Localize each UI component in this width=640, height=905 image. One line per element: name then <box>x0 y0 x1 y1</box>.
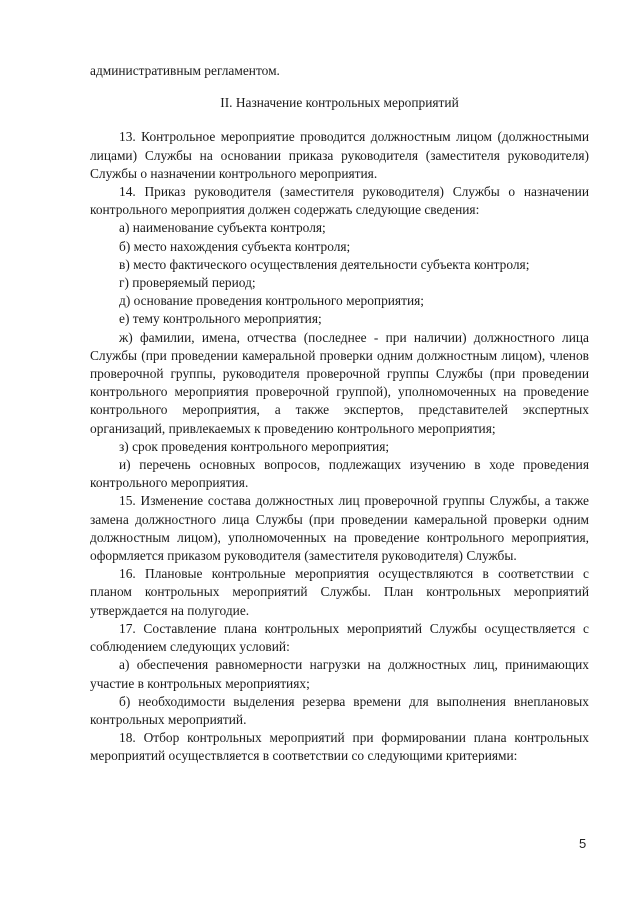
list-item-14i: и) перечень основных вопросов, подлежащих изучению в ходе проведения контрольного мероприятия. <box>90 457 589 491</box>
paragraph-13: 13. Контрольное мероприятие проводится должностным лицом (должностными лицами) Службы на основании приказа руководителя (заместителя руководителя) Службы о назначении контрольного мероприятия. <box>90 129 589 181</box>
list-item-14g: ж) фамилии, имена, отчества (последнее - при наличии) должностного лица Службы (при проведении камеральной проверки одним должностным лицом), членов проверочной группы, руководителя проверочной группы Службы (при проведении контрольного мероприятия проверочной группой), уполномоченных на проведение контрольного мероприятия, а также экспертов, представителей экспертных организаций, привлекаемых к проведению контрольного мероприятия; <box>90 329 589 436</box>
list-item-14a: а) наименование субъекта контроля; <box>119 220 326 236</box>
list-item-14c: в) место фактического осуществления деятельности субъекта контроля; <box>119 256 530 272</box>
document-page <box>90 62 589 766</box>
paragraph-18: 18. Отбор контрольных мероприятий при формировании плана контрольных мероприятий осуществляется в соответствии со следующими критериями: <box>90 730 589 764</box>
list-item-14h: з) срок проведения контрольного мероприятия; <box>119 438 390 454</box>
paragraph-17: 17. Составление плана контрольных мероприятий Службы осуществляется с соблюдением следующих условий: <box>90 620 589 655</box>
paragraph-16: 16. Плановые контрольные мероприятия осуществляются в соответствии с планом контрольных мероприятий Службы. План контрольных мероприятий утверждается на полугодие. <box>90 566 589 618</box>
list-item-17a: а) обеспечения равномерности нагрузки на должностных лиц, принимающих участие в контрольных мероприятиях; <box>90 657 589 691</box>
paragraph-15: 15. Изменение состава должностных лиц проверочной группы Службы, а также замена должностного лица Службы (при проведении камеральной проверки одним должностным лицом), уполномоченных на проведение контрольного мероприятия, оформляется приказом руководителя (заместителя руководителя) Службы. <box>90 493 589 564</box>
continuation-line: административным регламентом. <box>90 63 280 78</box>
list-item-14b: б) место нахождения субъекта контроля; <box>119 238 351 254</box>
list-item-14f: е) тему контрольного мероприятия; <box>119 311 322 327</box>
paragraph-14: 14. Приказ руководителя (заместителя руководителя) Службы о назначении контрольного мероприятия должен содержать следующие сведения: <box>90 184 589 218</box>
list-item-14d: г) проверяемый период; <box>119 275 256 291</box>
page-number: 5 <box>579 836 587 851</box>
list-item-17b: б) необходимости выделения резерва времени для выполнения внеплановых контрольных мероприятий. <box>90 693 589 727</box>
section-heading: II. Назначение контрольных мероприятий <box>220 95 459 111</box>
list-item-14e: д) основание проведения контрольного мероприятия; <box>119 293 424 309</box>
